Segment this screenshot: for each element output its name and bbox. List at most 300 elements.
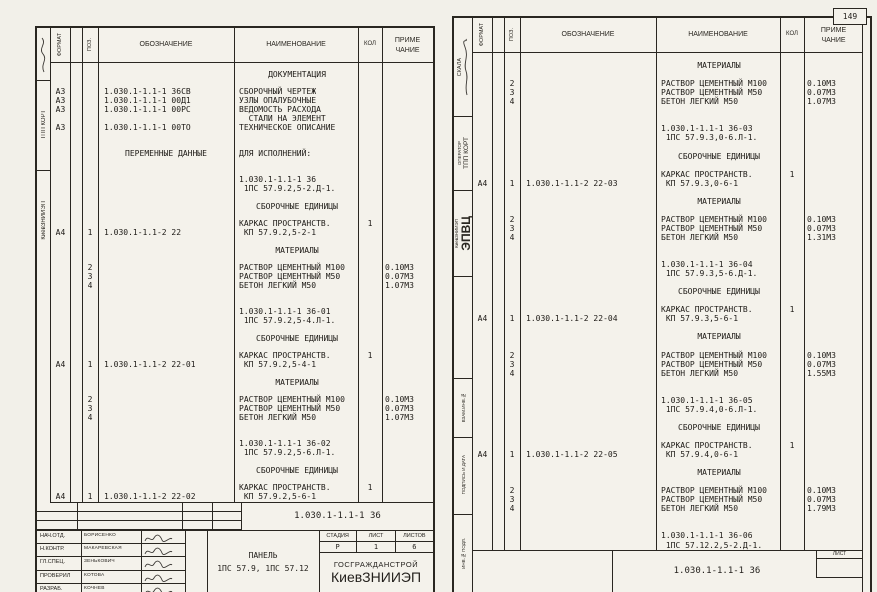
table-row	[50, 335, 433, 344]
cell-name: УЗЛЫ ОПАЛУБОЧНЫЕ	[239, 96, 317, 106]
sheet-value: 1	[357, 542, 395, 552]
table-row	[472, 459, 863, 468]
cell-note: 0.10М3	[807, 486, 836, 496]
cell-name: РАСТВОР ЦЕМЕНТНЫЙ М100	[661, 350, 767, 360]
cell-pos: 1	[509, 178, 515, 188]
cell-note: 1.31М3	[807, 232, 836, 242]
drawing-title	[207, 531, 320, 592]
cell-name: 1ПС 57.9.3,0-6.Л-1.	[661, 133, 758, 143]
cell-note: 0.10М3	[807, 79, 836, 89]
table-row	[472, 133, 863, 142]
title-right-block	[319, 531, 433, 592]
cell-name: БЕТОН ЛЕГКИЙ М50	[661, 504, 739, 514]
cell-name: БЕТОН ЛЕГКИЙ М50	[239, 280, 317, 290]
table-row	[472, 242, 863, 251]
cell-qty: 1	[367, 483, 373, 493]
cell-note: 1.07М3	[807, 97, 836, 107]
table-row	[50, 414, 433, 423]
table-row	[472, 161, 863, 170]
cell-name: МАТЕРИАЛЫ	[275, 245, 319, 255]
col-header-note-1: ПРИМЕ	[820, 27, 847, 34]
table-row	[472, 477, 863, 486]
right-page	[452, 16, 872, 592]
staff-name: ЗЕНЬКОВИЧ	[84, 559, 115, 565]
cell-name: 1ПС 57.9.2,5-4.Л-1.	[239, 316, 336, 326]
cell-name: ДОКУМЕНТАЦИЯ	[268, 69, 326, 79]
table-row	[472, 79, 863, 88]
table-row	[472, 504, 863, 513]
left-page-margin-strip	[37, 28, 51, 502]
cell-name: РАСТВОР ЦЕМЕНТНЫЙ М50	[239, 404, 341, 414]
col-header-designation: ОБОЗНАЧЕНИЕ	[561, 31, 615, 38]
col-header-qty: КОЛ	[786, 31, 798, 37]
cell-designation: 1.030.1-1.1-2 22-04	[526, 314, 618, 324]
cell-name: МАТЕРИАЛЫ	[697, 332, 741, 342]
cell-name: РАСТВОР ЦЕМЕНТНЫЙ М100	[239, 263, 345, 273]
sheets-label: ЛИСТОВ	[403, 533, 426, 539]
table-row	[50, 361, 433, 370]
cell-format: А4	[55, 360, 66, 370]
table-row	[472, 432, 863, 441]
cell-pos: 1	[87, 228, 93, 238]
cell-name: РАСТВОР ЦЕМЕНТНЫЙ М100	[661, 486, 767, 496]
cell-qty: 1	[789, 169, 795, 179]
margin-sign-date-label: ПОДПИСЬ И ДАТА	[460, 455, 466, 495]
table-row	[472, 414, 863, 423]
cell-name: 1.030.1-1.1-1 36-04	[661, 260, 753, 270]
col-header-note-1: ПРИМЕ	[394, 37, 421, 44]
left-table-header	[50, 28, 433, 63]
table-row	[50, 71, 433, 80]
margin-vzam-label: ВЗАМ.ИНВ.№	[460, 393, 466, 423]
table-row	[472, 170, 863, 179]
cell-qty: 1	[789, 305, 795, 315]
cell-name: 1ПС 57.12.2,5-2.Д-1.	[661, 540, 763, 550]
table-row	[472, 115, 863, 124]
sheet-label: ЛИСТ	[357, 531, 395, 541]
cell-pos: 4	[509, 232, 515, 242]
cell-pos: 2	[87, 395, 93, 405]
cell-note: 0.07М3	[807, 359, 836, 369]
table-row	[472, 278, 863, 287]
margin-bureau: ЭПВЦ	[458, 215, 472, 251]
cell-name: МАТЕРИАЛЫ	[697, 61, 741, 71]
staff-role: ГЛ.СПЕЦ.	[40, 559, 65, 566]
table-row	[50, 326, 433, 335]
staff-row	[37, 557, 185, 570]
staff-name: БОРИСЕНКО	[84, 533, 116, 538]
org-name: КиевЗНИИЭП	[330, 568, 421, 585]
cell-qty: 1	[789, 441, 795, 451]
staff-row	[37, 571, 185, 584]
table-row	[50, 203, 433, 212]
table-row	[50, 379, 433, 388]
table-row	[472, 332, 863, 341]
cell-format: А3	[55, 87, 66, 97]
right-footer-strip	[472, 550, 863, 592]
table-row	[472, 405, 863, 414]
table-row	[50, 132, 433, 141]
margin-org-label: КиевЗНИИЭП	[40, 200, 47, 240]
table-row	[50, 370, 433, 379]
cell-name: КАРКАС ПРОСТРАНСТВ.	[239, 483, 331, 493]
margin-name: СКАЛА	[456, 57, 463, 77]
table-row	[472, 323, 863, 332]
cell-pos: 2	[509, 486, 515, 496]
staff-role: НАЧ.ОТД.	[40, 533, 66, 539]
table-row	[472, 197, 863, 206]
cell-pos: 4	[87, 280, 93, 290]
cell-name: РАСТВОР ЦЕМЕНТНЫЙ М100	[239, 395, 345, 405]
table-row	[50, 247, 433, 256]
cell-format: А3	[55, 122, 66, 132]
organization	[319, 552, 433, 592]
cell-name: РАСТВОР ЦЕМЕНТНЫЙ М50	[661, 359, 763, 369]
cell-designation: 1.030.1-1.1-1 36СВ	[104, 87, 191, 97]
footer-sheet-label: ЛИСТ	[817, 550, 862, 559]
table-row	[50, 194, 433, 203]
cell-qty: 1	[367, 219, 373, 229]
cell-name: МАТЕРИАЛЫ	[697, 468, 741, 478]
table-row	[472, 287, 863, 296]
cell-name: 1.030.1-1.1-1 36-03	[661, 124, 753, 134]
table-row	[50, 423, 433, 432]
table-row	[472, 486, 863, 495]
table-row	[472, 88, 863, 97]
cell-pos: 3	[509, 223, 515, 233]
cell-name: РАСТВОР ЦЕМЕНТНЫЙ М50	[661, 88, 763, 98]
col-header-designation: ОБОЗНАЧЕНИЕ	[139, 41, 193, 48]
margin-inv-box	[454, 514, 472, 592]
cell-name: КАРКАС ПРОСТРАНСТВ.	[661, 441, 753, 451]
table-row	[50, 282, 433, 291]
table-row	[472, 513, 863, 522]
margin-dept-label: ТПП КОРТ	[40, 110, 47, 140]
table-row	[50, 493, 433, 502]
table-row	[472, 468, 863, 477]
cell-pos: 1	[87, 492, 93, 502]
cell-format: А3	[55, 104, 66, 114]
margin-operator-box	[454, 116, 472, 191]
title-block	[37, 530, 433, 592]
right-table-body	[472, 52, 863, 550]
table-row	[50, 449, 433, 458]
table-row	[472, 396, 863, 405]
col-header-note-2: ЧАНИЕ	[395, 47, 420, 54]
drawing-title-line1: ПАНЕЛЬ	[248, 550, 278, 560]
signature	[463, 37, 470, 97]
right-page-margin-strip	[454, 18, 473, 592]
table-row	[472, 305, 863, 314]
table-row	[472, 52, 863, 61]
cell-note: 0.07М3	[385, 404, 414, 414]
staff-role: Н.КОНТР.	[40, 546, 65, 553]
signature	[39, 34, 49, 74]
table-row	[472, 450, 863, 459]
cell-qty: 1	[367, 351, 373, 361]
table-row	[472, 522, 863, 531]
margin-vzam-box	[454, 378, 472, 438]
cell-pos: 4	[509, 504, 515, 514]
revision-table	[37, 502, 242, 530]
margin-inv-label: ИНВ.№ ПОДЛ.	[460, 537, 466, 569]
cell-name: 1.030.1-1.1-1 36-01	[239, 307, 331, 317]
cell-name: 1.030.1-1.1-1 36-06	[661, 531, 753, 541]
cell-name: РАСТВОР ЦЕМЕНТНЫЙ М50	[661, 495, 763, 505]
table-row	[472, 142, 863, 151]
cell-name: СБОРОЧНЫЙ ЧЕРТЕЖ	[239, 87, 317, 97]
cell-note: 0.10М3	[807, 214, 836, 224]
table-row	[50, 238, 433, 247]
margin-sign-date-box	[454, 436, 472, 515]
sheets-value: 6	[412, 543, 417, 551]
cell-name: 1.030.1-1.1-1 36-05	[661, 395, 753, 405]
cell-note: 0.10М3	[807, 350, 836, 360]
cell-pos: 3	[87, 404, 93, 414]
cell-pos: 2	[87, 263, 93, 273]
cell-designation: ПЕРЕМЕННЫЕ ДАННЫЕ	[125, 148, 207, 158]
cell-note: 1.79М3	[807, 504, 836, 514]
table-row	[472, 233, 863, 242]
cell-name: РАСТВОР ЦЕМЕНТНЫЙ М50	[661, 223, 763, 233]
cell-name: БЕТОН ЛЕГКИЙ М50	[239, 412, 317, 422]
title-divider	[141, 531, 142, 592]
stage-header-row	[319, 531, 433, 542]
cell-pos: 2	[509, 214, 515, 224]
doc-number: 1.030.1-1.1-1 36	[673, 566, 761, 576]
cell-format: А4	[55, 492, 66, 502]
cell-name: РАСТВОР ЦЕМЕНТНЫЙ М50	[239, 272, 341, 282]
cell-note: 1.07М3	[385, 412, 414, 422]
table-row	[472, 423, 863, 432]
table-row	[50, 291, 433, 300]
cell-name: СТАЛИ НА ЭЛЕМЕНТ	[239, 113, 326, 123]
cell-name: БЕТОН ЛЕГКИЙ М50	[661, 368, 739, 378]
cell-format: А4	[477, 450, 488, 460]
table-row	[472, 179, 863, 188]
footer-divider	[612, 550, 613, 592]
margin-name-box	[454, 18, 472, 117]
footer-sheet-box	[816, 550, 863, 578]
cell-name: СБОРОЧНЫЕ ЕДИНИЦЫ	[256, 201, 338, 211]
cell-name: 1ПС 57.9.2,5-2.Д-1.	[239, 184, 336, 194]
cell-designation: 1.030.1-1.1-2 22-05	[526, 450, 618, 460]
revision-strip	[37, 502, 433, 530]
margin-operator-label: ОПЕРАТОР	[456, 140, 462, 166]
cell-name: МАТЕРИАЛЫ	[697, 196, 741, 206]
cell-pos: 4	[87, 412, 93, 422]
cell-note: 0.07М3	[807, 223, 836, 233]
cell-name: СБОРОЧНЫЕ ЕДИНИЦЫ	[678, 287, 760, 297]
table-row	[472, 378, 863, 387]
cell-pos: 4	[509, 97, 515, 107]
cell-name: КАРКАС ПРОСТРАНСТВ.	[239, 219, 331, 229]
margin-bureau-box	[454, 190, 472, 277]
cell-designation: 1.030.1-1.1-1 00РС	[104, 104, 191, 114]
col-header-pos: ПОЗ.	[509, 28, 515, 42]
cell-name: СБОРОЧНЫЕ ЕДИНИЦЫ	[256, 465, 338, 475]
staff-name: МАКАРЕВСКАЯ	[84, 546, 122, 552]
table-row	[472, 531, 863, 540]
table-row	[50, 62, 433, 71]
cell-name: МАТЕРИАЛЫ	[275, 377, 319, 387]
cell-note: 0.10М3	[385, 395, 414, 405]
cell-name: БЕТОН ЛЕГКИЙ М50	[661, 97, 739, 107]
table-row	[472, 495, 863, 504]
cell-name: КП 57.9.4,0-6-1	[661, 450, 739, 460]
col-header-note-2: ЧАНИЕ	[821, 37, 846, 44]
cell-note: 1.07М3	[385, 280, 414, 290]
stage-value: Р	[319, 542, 357, 552]
stage-label: СТАДИЯ	[319, 531, 357, 541]
left-spec-table	[50, 28, 433, 503]
cell-name: СБОРОЧНЫЕ ЕДИНИЦЫ	[678, 422, 760, 432]
cell-name: СБОРОЧНЫЕ ЕДИНИЦЫ	[678, 151, 760, 161]
cell-designation: 1.030.1-1.1-2 22-02	[104, 492, 196, 502]
cell-name: 1ПС 57.9.4,0-6.Л-1.	[661, 404, 758, 414]
cell-format: А4	[55, 228, 66, 238]
table-row	[472, 251, 863, 260]
margin-signature-box	[37, 28, 50, 81]
table-row	[50, 185, 433, 194]
cell-designation: 1.030.1-1.1-2 22-03	[526, 178, 618, 188]
cell-name: КП 57.9.2,5-6-1	[239, 492, 317, 502]
right-table-header	[472, 18, 863, 53]
cell-name: КП 57.9.2,5-4-1	[239, 360, 317, 370]
cell-name: КП 57.9.3,0-6-1	[661, 178, 739, 188]
margin-org-box	[37, 170, 50, 270]
table-row	[472, 224, 863, 233]
cell-name: ТЕХНИЧЕСКОЕ ОПИСАНИЕ	[239, 122, 336, 132]
cell-pos: 1	[87, 360, 93, 370]
cell-name: КП 57.9.2,5-2-1	[239, 228, 317, 238]
cell-pos: 3	[509, 88, 515, 98]
staff-role: ПРОВЕРИЛ	[40, 572, 71, 579]
cell-name: КАРКАС ПРОСТРАНСТВ.	[661, 305, 753, 315]
table-row	[472, 61, 863, 70]
cell-name: КАРКАС ПРОСТРАНСТВ.	[661, 169, 753, 179]
right-spec-table	[472, 18, 863, 551]
cell-pos: 2	[509, 79, 515, 89]
cell-pos: 2	[509, 350, 515, 360]
page-number-box	[833, 8, 867, 25]
table-row	[50, 467, 433, 476]
doc-number: 1.030.1-1.1-1 36	[294, 511, 381, 521]
cell-name: 1ПС 57.9.3,5-6.Д-1.	[661, 269, 758, 279]
table-row	[472, 314, 863, 323]
table-row	[472, 152, 863, 161]
cell-designation: 1.030.1-1.1-2 22	[104, 228, 182, 238]
staff-role: РАЗРАБ.	[40, 585, 63, 592]
left-page	[35, 26, 435, 592]
cell-name: 1.030.1-1.1-1 36	[239, 175, 317, 185]
cell-name: КАРКАС ПРОСТРАНСТВ.	[239, 351, 331, 361]
cell-pos: 3	[87, 272, 93, 282]
cell-pos: 4	[509, 368, 515, 378]
cell-name: 1ПС 57.9.2,5-6.Л-1.	[239, 448, 336, 458]
cell-note: 0.10М3	[385, 263, 414, 273]
cell-name: 1.030.1-1.1-1 36-02	[239, 439, 331, 449]
cell-designation: 1.030.1-1.1-1 00ТО	[104, 122, 191, 132]
cell-pos: 1	[509, 450, 515, 460]
staff-row	[37, 544, 185, 557]
cell-format: А4	[477, 314, 488, 324]
table-row	[472, 369, 863, 378]
staff-name: КОЧНЕВ	[84, 585, 105, 591]
col-header-format: ФОРМАТ	[479, 23, 485, 47]
table-row	[50, 150, 433, 159]
table-row	[472, 296, 863, 305]
cell-pos: 1	[509, 314, 515, 324]
staff-row	[37, 531, 185, 544]
table-row	[50, 159, 433, 168]
table-row	[472, 70, 863, 79]
cell-name: РАСТВОР ЦЕМЕНТНЫЙ М100	[661, 79, 767, 89]
cell-note: 1.55М3	[807, 368, 836, 378]
cell-note: 0.07М3	[385, 272, 414, 282]
col-header-pos: ПОЗ.	[87, 38, 93, 52]
right-edge-strip	[862, 18, 870, 592]
table-row	[50, 317, 433, 326]
org-parent: ГОСГРАЖДАНСТРОЙ	[333, 559, 419, 569]
table-row	[472, 387, 863, 396]
cell-name: ВЕДОМОСТЬ РАСХОДА	[239, 104, 321, 114]
staff-row	[37, 584, 185, 592]
table-row	[472, 106, 863, 115]
table-row	[472, 188, 863, 197]
col-header-name: НАИМЕНОВАНИЕ	[688, 31, 748, 38]
cell-designation: 1.030.1-1.1-1 00Д1	[104, 96, 191, 106]
page-number: 149	[842, 12, 858, 21]
table-row	[50, 229, 433, 238]
col-header-name: НАИМЕНОВАНИЕ	[266, 41, 326, 48]
table-row	[472, 441, 863, 450]
cell-name: БЕТОН ЛЕГКИЙ М50	[661, 232, 739, 242]
drawing-title-line2: 1ПС 57.9, 1ПС 57.12	[217, 563, 309, 573]
col-header-format: ФОРМАТ	[57, 33, 63, 57]
cell-name: СБОРОЧНЫЕ ЕДИНИЦЫ	[256, 333, 338, 343]
table-row	[472, 269, 863, 278]
staff-name: КОТОВА	[84, 572, 105, 578]
table-row	[472, 351, 863, 360]
cell-format: А3	[55, 96, 66, 106]
cell-designation: 1.030.1-1.1-2 22-01	[104, 360, 196, 370]
staff-table	[37, 531, 185, 592]
cell-name: ДЛЯ ИСПОЛНЕНИЙ:	[239, 148, 312, 158]
col-header-qty: КОЛ	[364, 41, 376, 47]
title-spare-column	[185, 531, 208, 592]
signature	[143, 586, 173, 592]
table-row	[50, 124, 433, 133]
cell-note: 0.07М3	[807, 88, 836, 98]
table-row	[472, 342, 863, 351]
table-row	[472, 97, 863, 106]
title-divider	[81, 531, 82, 592]
table-row	[472, 124, 863, 133]
cell-name: КП 57.9.3,5-6-1	[661, 314, 739, 324]
cell-name: РАСТВОР ЦЕМЕНТНЫЙ М100	[661, 214, 767, 224]
margin-bureau-org: КиевЗНИИЭП	[454, 218, 459, 248]
cell-pos: 3	[509, 495, 515, 505]
cell-note: 0.07М3	[807, 495, 836, 505]
margin-dept-box	[37, 80, 50, 171]
cell-pos: 3	[509, 359, 515, 369]
table-row	[472, 541, 863, 550]
table-row	[472, 215, 863, 224]
table-row	[472, 206, 863, 215]
left-table-body	[50, 62, 433, 502]
table-row	[472, 360, 863, 369]
